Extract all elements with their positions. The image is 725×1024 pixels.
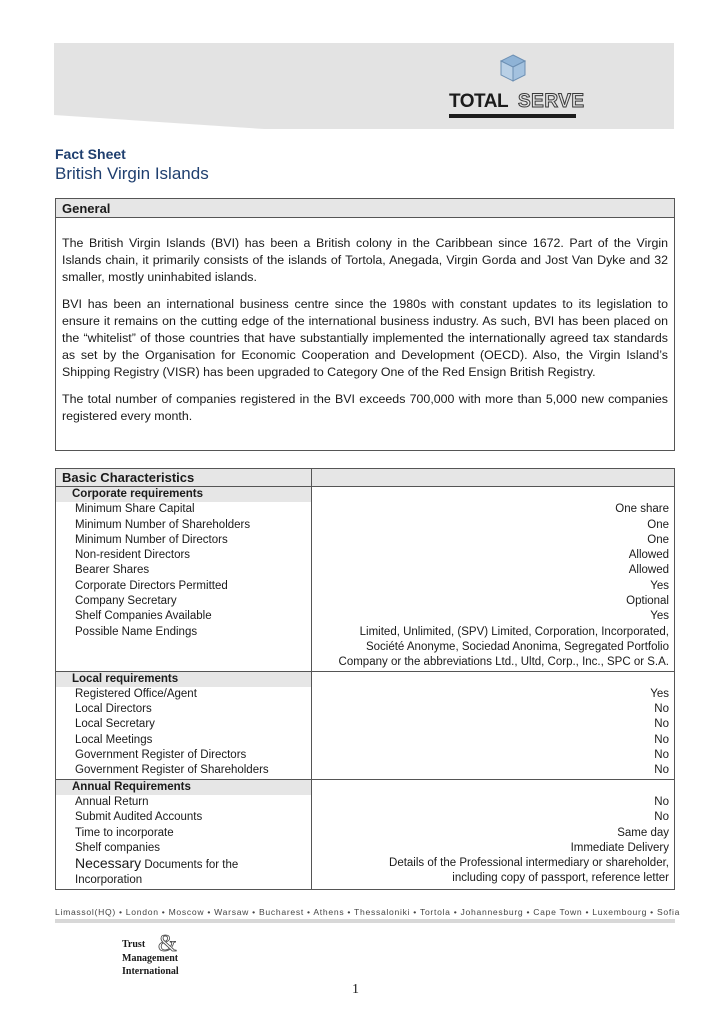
general-paragraph: The total number of companies registered in the BVI exceeds 700,000 with more than 5,000 new companies registered every month. bbox=[62, 392, 668, 423]
general-heading: General bbox=[56, 199, 674, 218]
row-value: Allowed bbox=[312, 563, 675, 578]
table-row bbox=[56, 548, 675, 563]
docs-label-rest: Documents for the bbox=[141, 859, 239, 872]
row-label: Government Register of Shareholders bbox=[56, 763, 312, 779]
row-label: Local Meetings bbox=[56, 733, 312, 748]
docs-value-line: including copy of passport, reference letter bbox=[452, 872, 669, 885]
table-row bbox=[56, 625, 675, 671]
section-row bbox=[56, 779, 675, 795]
table-row bbox=[56, 810, 675, 825]
row-label: Submit Audited Accounts bbox=[56, 810, 312, 825]
row-value: Yes bbox=[312, 579, 675, 594]
table-row bbox=[56, 717, 675, 732]
table-row bbox=[56, 826, 675, 841]
table-row bbox=[56, 518, 675, 533]
basic-characteristics-heading: Basic Characteristics bbox=[56, 469, 312, 487]
row-value: Same day bbox=[312, 826, 675, 841]
general-section bbox=[55, 198, 675, 451]
row-value: No bbox=[312, 810, 675, 825]
annual-requirements-label: Annual Requirements bbox=[56, 779, 312, 795]
row-value: No bbox=[312, 748, 675, 763]
table-row bbox=[56, 687, 675, 702]
table-header-row bbox=[56, 469, 675, 487]
row-label: Time to incorporate bbox=[56, 826, 312, 841]
row-label: Registered Office/Agent bbox=[56, 687, 312, 702]
general-paragraph: BVI has been an international business centre since the 1980s with constant updates to its legislation to ensure it remains on the cutting edge of the international business industry. As such, BVI has been placed on the “whitelist” of those countries that have substantially implemented the internationally agreed tax standards as set by the Organisation for Economic Cooperation and Development (OECD). Also, the Virgin Island’s Shipping Registry (VISR) has been upgraded to Category One of the Red Ensign British Registry. bbox=[62, 297, 668, 379]
table-row bbox=[56, 533, 675, 548]
row-label: Non-resident Directors bbox=[56, 548, 312, 563]
row-value: Optional bbox=[312, 594, 675, 609]
general-paragraph: The British Virgin Islands (BVI) has been a British colony in the Caribbean since 1672. Part of the Virgin Islands chain, it primarily consists of the islands of Tortola, Anegada, Virgin Gorda and Jost Van Dyke and 32 smaller, mostly uninhabited islands. bbox=[62, 236, 668, 284]
doc-title: British Virgin Islands bbox=[55, 164, 209, 183]
name-endings-line: Limited, Unlimited, (SPV) Limited, Corporation, Incorporated, bbox=[359, 625, 669, 638]
tmi-logo bbox=[122, 931, 192, 983]
local-requirements-label: Local requirements bbox=[56, 671, 312, 687]
corporate-requirements-label: Corporate requirements bbox=[56, 487, 312, 503]
row-value: One share bbox=[312, 502, 675, 517]
row-label: Minimum Number of Shareholders bbox=[56, 518, 312, 533]
header-corner-cut bbox=[54, 115, 264, 129]
row-value: Yes bbox=[312, 609, 675, 624]
row-label: Shelf Companies Available bbox=[56, 609, 312, 624]
footer-rule bbox=[55, 919, 675, 923]
section-empty-cell bbox=[312, 779, 675, 795]
table-row bbox=[56, 795, 675, 810]
row-label: Possible Name Endings bbox=[56, 625, 312, 671]
docs-label-line2: Incorporation bbox=[75, 874, 143, 887]
table-row bbox=[56, 594, 675, 609]
section-empty-cell bbox=[312, 671, 675, 687]
tmi-logo-trust: Trust bbox=[122, 939, 146, 950]
logo-total-text: TOTAL bbox=[449, 91, 509, 112]
name-endings-value bbox=[312, 625, 675, 671]
footer-cities: Limassol(HQ) • London • Moscow • Warsaw • Bucharest • Athens • Thessaloniki • Tortola • Johannesburg • Cape Town • Luxembourg • Sofia bbox=[55, 907, 681, 917]
row-value: No bbox=[312, 763, 675, 779]
table-row bbox=[56, 841, 675, 856]
table-row bbox=[56, 748, 675, 763]
row-value: Allowed bbox=[312, 548, 675, 563]
docs-label-line bbox=[75, 856, 306, 873]
row-value: No bbox=[312, 795, 675, 810]
row-value: No bbox=[312, 717, 675, 732]
row-value: No bbox=[312, 702, 675, 717]
table-row bbox=[56, 563, 675, 578]
row-value: Immediate Delivery bbox=[312, 841, 675, 856]
table-row bbox=[56, 856, 675, 889]
row-label: Company Secretary bbox=[56, 594, 312, 609]
table-row bbox=[56, 763, 675, 779]
logo-underline bbox=[449, 114, 576, 118]
docs-value bbox=[312, 856, 675, 889]
tmi-logo-international: International bbox=[122, 966, 179, 977]
row-label: Government Register of Directors bbox=[56, 748, 312, 763]
table-row bbox=[56, 702, 675, 717]
name-endings-line: Company or the abbreviations Ltd., Ultd, Corp., Inc., SPC or S.A. bbox=[338, 656, 669, 669]
docs-value-line: Details of the Professional intermediary or shareholder, bbox=[389, 857, 669, 870]
table-row bbox=[56, 579, 675, 594]
tmi-logo-ampersand: & bbox=[158, 931, 177, 957]
docs-label-big: Necessary bbox=[75, 855, 142, 872]
row-label: Corporate Directors Permitted bbox=[56, 579, 312, 594]
basic-characteristics-table bbox=[55, 468, 675, 890]
section-empty-cell bbox=[312, 487, 675, 503]
header-band bbox=[54, 43, 674, 129]
row-value: One bbox=[312, 533, 675, 548]
row-value: Yes bbox=[312, 687, 675, 702]
section-row bbox=[56, 671, 675, 687]
row-label: Minimum Share Capital bbox=[56, 502, 312, 517]
cube-logo-icon bbox=[499, 53, 527, 85]
row-value: One bbox=[312, 518, 675, 533]
doc-kicker: Fact Sheet bbox=[55, 146, 126, 162]
row-label: Shelf companies bbox=[56, 841, 312, 856]
docs-label bbox=[56, 856, 312, 889]
row-label: Bearer Shares bbox=[56, 563, 312, 578]
logo-serve-text: SERVE bbox=[518, 91, 585, 112]
row-label: Local Directors bbox=[56, 702, 312, 717]
table-row bbox=[56, 502, 675, 517]
page-number: 1 bbox=[352, 982, 359, 997]
row-value: No bbox=[312, 733, 675, 748]
name-endings-line: Société Anonyme, Sociedad Anonima, Segregated Portfolio bbox=[365, 640, 669, 653]
totalserve-logo bbox=[449, 53, 649, 123]
row-label: Minimum Number of Directors bbox=[56, 533, 312, 548]
section-row bbox=[56, 487, 675, 503]
row-label: Annual Return bbox=[56, 795, 312, 810]
tmi-logo-management: Management bbox=[122, 953, 179, 964]
table-row bbox=[56, 733, 675, 748]
general-body bbox=[56, 218, 674, 425]
header-empty-cell bbox=[312, 469, 675, 487]
table-row bbox=[56, 609, 675, 624]
row-label: Local Secretary bbox=[56, 717, 312, 732]
